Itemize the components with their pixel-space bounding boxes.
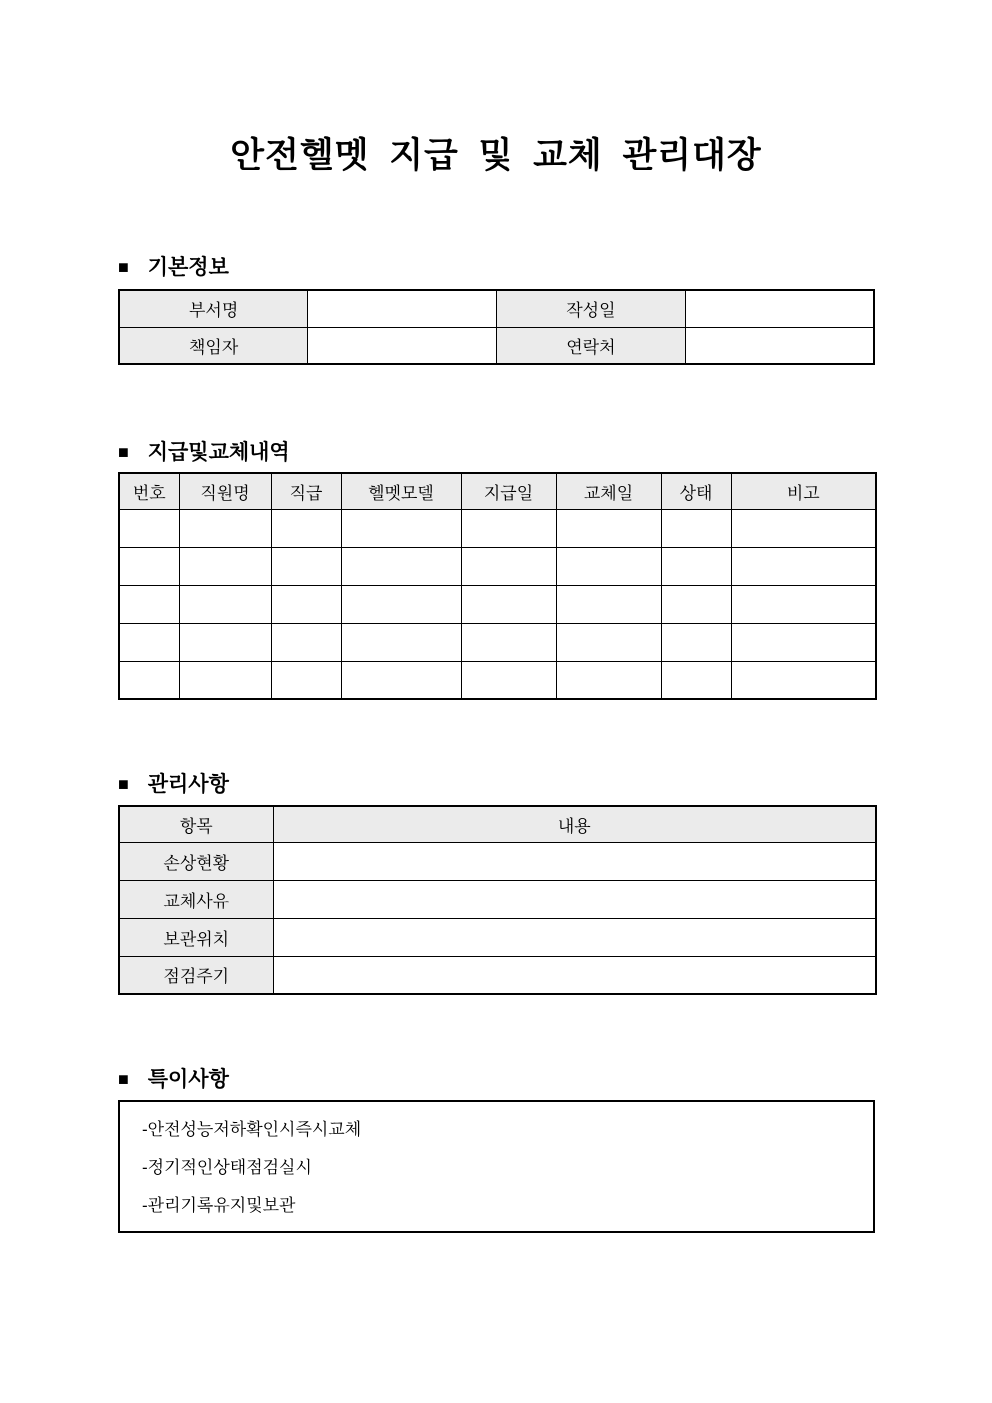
row-value-inspection-cycle: [273, 956, 876, 994]
empty-cell: [556, 661, 661, 699]
row-label-storage-location: 보관위치: [119, 918, 273, 956]
basic-info-table: [118, 289, 875, 365]
column-header-position: 직급: [271, 473, 341, 509]
table-row: [119, 327, 874, 364]
section-heading-management: [118, 768, 229, 798]
empty-cell: [119, 547, 179, 585]
special-notes-box: [118, 1100, 875, 1233]
column-header-remarks: 비고: [731, 473, 876, 509]
empty-cell: [179, 661, 271, 699]
field-label-responsible-person: 책임자: [119, 327, 308, 364]
empty-cell: [461, 509, 556, 547]
management-table: [118, 805, 877, 995]
field-label-department: 부서명: [119, 290, 308, 327]
empty-cell: [461, 547, 556, 585]
field-label-contact: 연락처: [497, 327, 686, 364]
field-value-date-written: [685, 290, 874, 327]
empty-cell: [179, 547, 271, 585]
column-header-employee-name: 직원명: [179, 473, 271, 509]
row-label-replacement-reason: 교체사유: [119, 880, 273, 918]
empty-cell: [461, 623, 556, 661]
column-header-issue-date: 지급일: [461, 473, 556, 509]
empty-cell: [731, 623, 876, 661]
row-value-storage-location: [273, 918, 876, 956]
square-bullet-icon: ■: [118, 1069, 129, 1089]
field-value-department: [308, 290, 497, 327]
row-value-damage-status: [273, 842, 876, 880]
table-row: [119, 509, 876, 547]
table-row: [119, 880, 876, 918]
empty-cell: [271, 509, 341, 547]
table-row: [119, 918, 876, 956]
square-bullet-icon: ■: [118, 257, 129, 277]
table-row: [119, 956, 876, 994]
empty-cell: [661, 509, 731, 547]
empty-cell: [661, 547, 731, 585]
empty-cell: [461, 585, 556, 623]
issuance-history-table: [118, 472, 877, 700]
section-heading-special-notes: [118, 1063, 229, 1093]
note-line: -정기적인상태점검실시: [142, 1158, 312, 1177]
empty-cell: [461, 661, 556, 699]
empty-cell: [731, 509, 876, 547]
empty-cell: [119, 623, 179, 661]
empty-cell: [661, 661, 731, 699]
section-heading-issuance-history: [118, 436, 290, 466]
field-value-contact: [685, 327, 874, 364]
row-label-inspection-cycle: 점검주기: [119, 956, 273, 994]
empty-cell: [731, 661, 876, 699]
empty-cell: [271, 661, 341, 699]
empty-cell: [341, 585, 461, 623]
empty-cell: [271, 623, 341, 661]
field-value-responsible-person: [308, 327, 497, 364]
empty-cell: [341, 547, 461, 585]
empty-cell: [661, 585, 731, 623]
section-heading-label: 기본정보: [147, 256, 229, 279]
table-row: [119, 547, 876, 585]
table-row: [119, 585, 876, 623]
section-heading-label: 관리사항: [147, 773, 229, 796]
empty-cell: [271, 547, 341, 585]
empty-cell: [556, 509, 661, 547]
field-label-date-written: 작성일: [497, 290, 686, 327]
note-line: -안전성능저하확인시즉시교체: [142, 1120, 362, 1139]
empty-cell: [119, 661, 179, 699]
empty-cell: [179, 585, 271, 623]
empty-cell: [661, 623, 731, 661]
section-heading-label: 특이사항: [147, 1068, 229, 1091]
empty-cell: [341, 623, 461, 661]
empty-cell: [556, 585, 661, 623]
document-title: 안전헬멧 지급 및 교체 관리대장: [230, 136, 762, 175]
empty-cell: [556, 547, 661, 585]
table-row: [119, 842, 876, 880]
section-heading-basic-info: [118, 251, 229, 281]
column-header-item: 항목: [119, 806, 273, 842]
table-header-row: [119, 806, 876, 842]
row-label-damage-status: 손상현황: [119, 842, 273, 880]
empty-cell: [341, 509, 461, 547]
empty-cell: [341, 661, 461, 699]
note-line: -관리기록유지및보관: [142, 1196, 296, 1215]
empty-cell: [119, 585, 179, 623]
column-header-replacement-date: 교체일: [556, 473, 661, 509]
empty-cell: [119, 509, 179, 547]
empty-cell: [731, 585, 876, 623]
column-header-content: 내용: [273, 806, 876, 842]
table-row: [119, 290, 874, 327]
table-row: [119, 623, 876, 661]
table-row: [119, 661, 876, 699]
table-header-row: [119, 473, 876, 509]
empty-cell: [179, 509, 271, 547]
column-header-helmet-model: 헬멧모델: [341, 473, 461, 509]
column-header-status: 상태: [661, 473, 731, 509]
column-header-number: 번호: [119, 473, 179, 509]
empty-cell: [556, 623, 661, 661]
empty-cell: [271, 585, 341, 623]
square-bullet-icon: ■: [118, 442, 129, 462]
row-value-replacement-reason: [273, 880, 876, 918]
empty-cell: [731, 547, 876, 585]
square-bullet-icon: ■: [118, 774, 129, 794]
empty-cell: [179, 623, 271, 661]
section-heading-label: 지급및교체내역: [147, 441, 290, 464]
